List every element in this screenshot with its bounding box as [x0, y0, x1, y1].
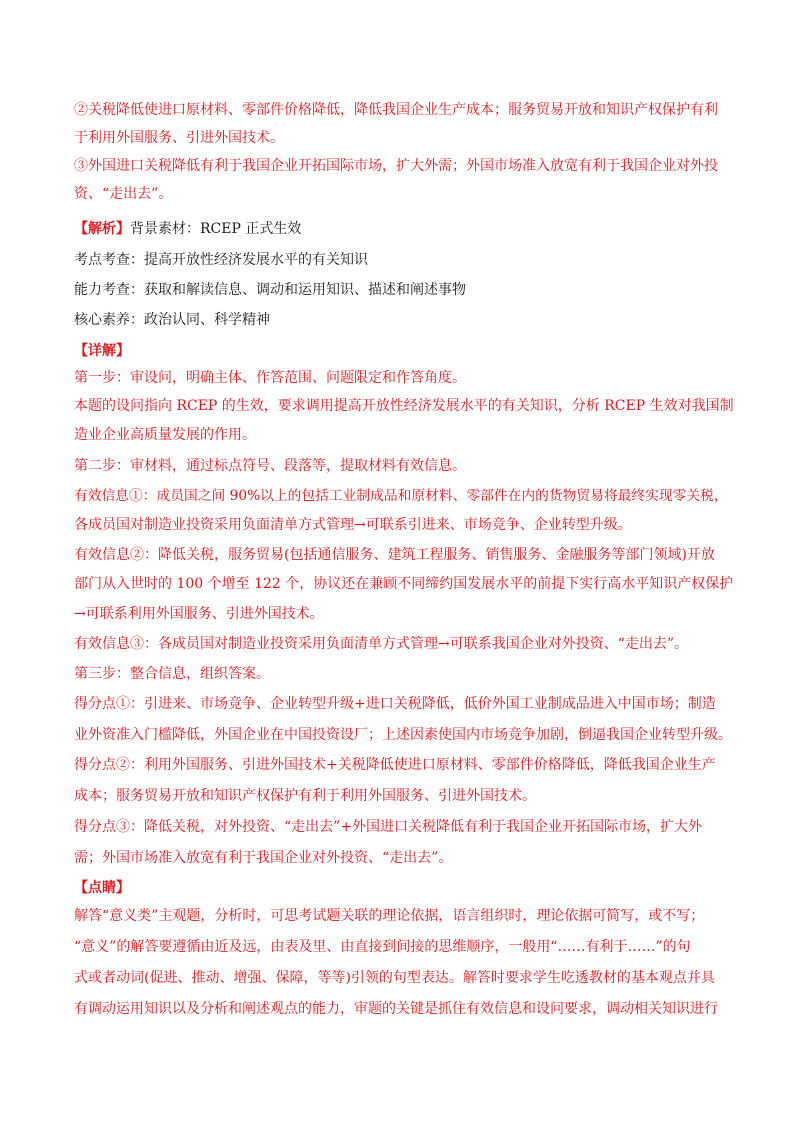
- analysis-background: 背景素材：RCEP 正式生效: [130, 221, 302, 237]
- step-1-text-line-2: 造业企业高质量发展的作用。: [74, 427, 256, 443]
- analysis-label: 【解析】: [74, 221, 130, 237]
- score-point-3-line-1: 得分点③：降低关税，对外投资、“走出去”+外国进口关税降低有利于我国企业开拓国际市场，扩大外: [74, 819, 703, 835]
- tips-line-3: 式或者动词(促进、推动、增强、保障，等等)引领的句型表达。解答时要求学生吃透教材的基本观点并具: [74, 970, 715, 986]
- analysis-line: [74, 219, 734, 239]
- score-point-2-line-2: 成本；服务贸易开放和知识产权保护有利于利用外国服务、引进外国技术。: [74, 788, 536, 804]
- tips-line-1: 解答“意义类”主观题，分析时，可思考试题关联的理论依据，语言组织时，理论依据可简写，或不写；: [74, 908, 705, 924]
- info-3: 有效信息③：各成员国对制造业投资采用负面清单方式管理→可联系我国企业对外投资、“走出去”。: [74, 636, 689, 652]
- detail-label: 【详解】: [74, 343, 130, 359]
- step-3: 第三步：整合信息，组织答案。: [74, 666, 270, 682]
- step-1: 第一步：审设问，明确主体、作答范围、问题限定和作答角度。: [74, 370, 466, 386]
- score-point-2-line-1: 得分点②：利用外国服务、引进外国技术+关税降低使进口原材料、零部件价格降低，降低我国企业生产: [74, 757, 716, 773]
- answer-point-3-line-1: ③外国进口关税降低有利于我国企业开拓国际市场，扩大外需；外国市场准入放宽有利于我国企业对外投: [74, 158, 718, 174]
- step-1-text-line-1: 本题的设问指向 RCEP 的生效，要求调用提高开放性经济发展水平的有关知识，分析 RCEP 生效对我国制: [74, 398, 734, 414]
- nengli-line: 能力考查：获取和解读信息、调动和运用知识、描述和阐述事物: [74, 282, 466, 298]
- answer-point-3-line-2: 资、“走出去”。: [74, 186, 173, 202]
- info-2-line-3: →可联系利用外国服务、引进外国技术。: [74, 606, 324, 622]
- info-2-line-2: 部门从入世时的 100 个增至 122 个，协议还在兼顾不同缔约国发展水平的前提下实行高水平知识产权保护: [74, 576, 734, 592]
- step-2: 第二步：审材料，通过标点符号、段落等，提取材料有效信息。: [74, 458, 466, 474]
- answer-point-2-line-2: 于利用外国服务、引进外国技术。: [74, 130, 284, 146]
- tips-line-4: 有调动运用知识以及分析和阐述观点的能力，审题的关键是抓住有效信息和设问要求，调动相关知识进行: [74, 1001, 718, 1017]
- info-2-line-1: 有效信息②：降低关税，服务贸易(包括通信服务、建筑工程服务、销售服务、金融服务等部门领域)开放: [74, 547, 715, 563]
- tips-label: 【点睛】: [74, 880, 130, 896]
- kaodian-line: 考点考查：提高开放性经济发展水平的有关知识: [74, 252, 368, 268]
- info-1-line-1: 有效信息①：成员国之间 90%以上的包括工业制成品和原材料、零部件在内的货物贸易将最终实现零关税，: [74, 488, 728, 504]
- score-point-3-line-2: 需；外国市场准入放宽有利于我国企业对外投资、“走出去”。: [74, 850, 453, 866]
- answer-point-2-line-1: ②关税降低使进口原材料、零部件价格降低，降低我国企业生产成本；服务贸易开放和知识产权保护有利: [74, 102, 718, 118]
- info-1-line-2: 各成员国对制造业投资采用负面清单方式管理→可联系引进来、市场竞争、企业转型升级。: [74, 517, 632, 533]
- suyang-line: 核心素养：政治认同、科学精神: [74, 312, 270, 328]
- score-point-1-line-1: 得分点①：引进来、市场竞争、企业转型升级+进口关税降低，低价外国工业制成品进入中国市场；制造: [74, 696, 716, 712]
- tips-line-2: “意义”的解答要遵循由近及远，由表及里、由直接到间接的思维顺序，一般用“……有利于……”的句: [74, 939, 691, 955]
- score-point-1-line-2: 业外资准入门槛降低，外国企业在中国投资设厂；上述因素使国内市场竞争加剧，倒逼我国企业转型升级。: [74, 727, 732, 743]
